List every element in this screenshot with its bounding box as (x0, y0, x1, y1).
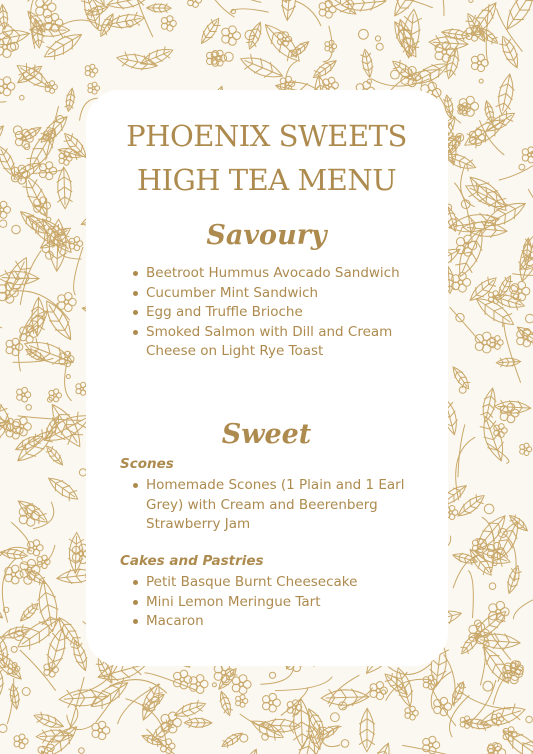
savoury-list (0, 264, 533, 362)
bullet (133, 600, 138, 605)
cakes-list (0, 573, 533, 632)
list-item (0, 593, 408, 613)
item-text: Petit Basque Burnt Cheesecake (146, 574, 358, 590)
cakes-subheading: Cakes and Pastries (120, 553, 264, 569)
list-item (0, 323, 408, 362)
item-text: Cucumber Mint Sandwich (146, 284, 319, 301)
list-item (0, 573, 408, 593)
title-line-2: HIGH TEA MENU (136, 163, 397, 197)
item-text: Homemade Scones (1 Plain and 1 Earl Grey) with Cream and Beerenberg Strawberry Jam (146, 477, 405, 532)
bullet (133, 330, 138, 335)
bullet (133, 483, 138, 488)
savoury-heading: Savoury (206, 220, 327, 251)
scones-subheading: Scones (120, 456, 174, 472)
scones-list (0, 476, 533, 535)
list-item (0, 284, 408, 304)
item-text: Mini Lemon Meringue Tart (146, 593, 321, 610)
title-line-1: PHOENIX SWEETS (126, 119, 407, 153)
sweet-heading: Sweet (221, 419, 312, 450)
list-item (0, 612, 408, 632)
bullet (133, 310, 138, 315)
bullet (133, 580, 138, 585)
bullet (133, 271, 138, 276)
bullet (133, 291, 138, 296)
item-text: Smoked Salmon with Dill and Cream Cheese on Light Rye Toast (146, 323, 393, 359)
list-item (0, 303, 408, 323)
item-text: Macaron (146, 613, 204, 629)
item-text: Beetroot Hummus Avocado Sandwich (146, 265, 400, 281)
item-text: Egg and Truffle Brioche (146, 304, 303, 320)
bullet (133, 619, 138, 624)
list-item (0, 476, 408, 535)
list-item (0, 264, 408, 284)
